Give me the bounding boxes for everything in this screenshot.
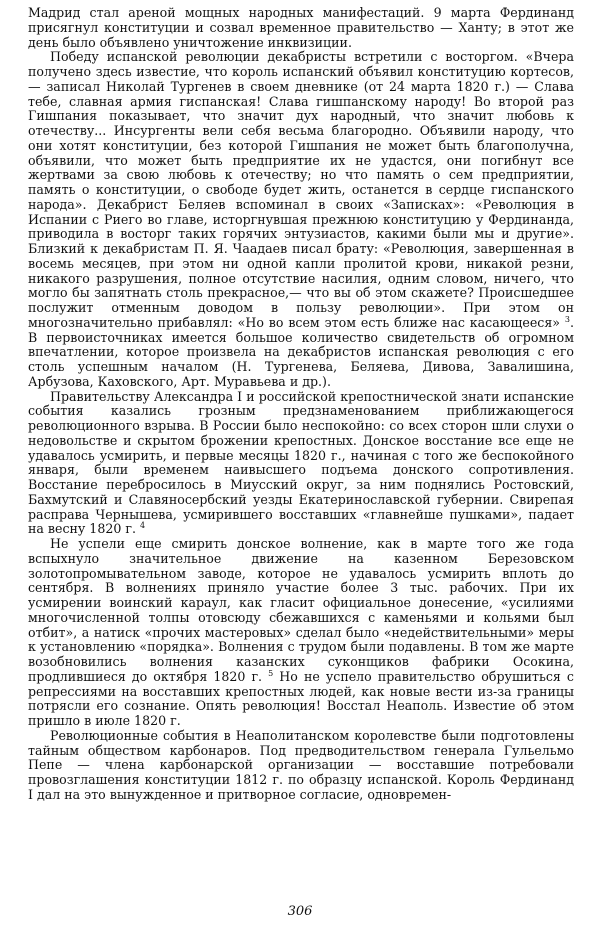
paragraph-5: Революционные события в Неаполитанском королевстве были подготовлены тайным обществом карбонаров. Под предводительством генерала Гульельмо Пепе — члена карбонарской организации — восставшие потребовали провозглашения конституции 1812 г. по образцу испанской. Король Фердинанд I дал на это вынужденное и притворное согласие, одновремен- bbox=[28, 727, 574, 802]
page-number: 306 bbox=[287, 904, 313, 919]
footnote-ref-3: 3 bbox=[564, 314, 570, 324]
paragraph-4-text: Не успели еще смирить донское волнение, как в марте того же года вспыхнуло значительное движение на казенном Березовском золотопромывательном заводе, которое не удавалось усмирить вплоть до сентября. В волнениях приняло участие более 3 тыс. рабочих. При их усмирении воинский караул, как гласит официальное донесение, «усилиями многочисленной толпы отовсюду сбежавшихся с каменьями и кольями был отбит», а натиск «прочих мастеровых» сделал было «недействительными» меры к установлению «порядка». Волнения с трудом были подавлены. В том же марте возобновились волнения казанских суконщиков фабрики Осокина, продлившиеся до октября 1820 г. bbox=[28, 536, 574, 684]
page-text bbox=[28, 6, 574, 803]
footnote-ref-5: 5 bbox=[268, 668, 274, 678]
paragraph-2-text: Победу испанской революции декабристы встретили с восторгом. «Вчера получено здесь известие, что король испанский объявил конституцию кортесов,— записал Николай Тургенев в своем дневнике (от 24 марта 1820 г.) — Слава тебе, славная армия гиспанская! Слава гишпанскому народу! Во второй раз Гишпания показывает, что значит дух народный, что значит любовь к отечеству... Инсургенты вели себя весьма благородно. Объявили народу, что они хотят конституции, без которой Гишпания не может быть благополучна, объявили, что может быть предприятие их не удастся, они погибнут все жертвами за свою любовь к отечеству; но что память о сем предприятии, память о конституции, о свободе будет жить, останется в сердце гиспанского народа». Декабрист Беляев вспоминал в своих «Записках»: «Революция в Испании с Риего во главе, исторгнувшая прежнюю конституцию у Фердинанда, приводила в восторг таких горячих энтузиастов, какими были мы и другие». Близкий к декабристам П. Я. Чаадаев писал брату: «Революция, завершенная в восемь месяцев, при этом ни одной капли пролитой крови, никакой резни, никакого разрушения, полное отсутствие насилия, одним словом, ничего, что могло бы запятнать столь прекрасное,— что вы об этом скажете? Происшедшее послужит отменным доводом в пользу революции». При этом он многозначительно прибавлял: «Но во всем этом есть ближе нас касающееся» bbox=[28, 49, 574, 330]
paragraph-3 bbox=[28, 390, 574, 538]
paragraph-1: Мадрид стал ареной мощных народных манифестаций. 9 марта Фердинанд присягнул конституции и созвал временное правительство — Ханту; в этот же день было объявлено уничтожение инквизиции. bbox=[28, 5, 574, 50]
paragraph-4 bbox=[28, 537, 574, 729]
paragraph-3-text: Правительству Александра I и российской крепостнической знати испанские события казались грозным предзнаменованием приближающегося революционного взрыва. В России было неспокойно: со всех сторон шли слухи о недовольстве и скрытом брожении крепостных. Донское восстание все еще не удавалось усмирить, и первые месяцы 1820 г., начиная с того же беспокойного января, были временем наивысшего подъема донского сопротивления. Восстание перебросилось в Миусский округ, за ним поднялись Ростовский, Бахмутский и Славяносербский уезды Екатеринославской губернии. Свирепая расправа Чернышева, усмирившего восставших «главнейше пушками», падает на весну 1820 г. bbox=[28, 388, 574, 537]
paragraph-2 bbox=[28, 50, 574, 389]
paragraph-2-tail: . В первоисточниках имеется большое количество свидетельств об огромном впечатлении, которое произвела на декабристов испанская революция с его столь успешным началом (Н. Тургенева, Беляева, Дивова, Завалишина, Арбузова, Каховского, Арт. Муравьева и др.). bbox=[28, 314, 574, 389]
paragraph-4-tail: Но не успело правительство обрушиться с репрессиями на восставших крепостных людей, как новые вести из-за границы потрясли его сознание. Опять революция! Восстал Неаполь. Известие об этом пришло в июле 1820 г. bbox=[28, 668, 574, 728]
footnote-ref-4: 4 bbox=[139, 521, 146, 531]
